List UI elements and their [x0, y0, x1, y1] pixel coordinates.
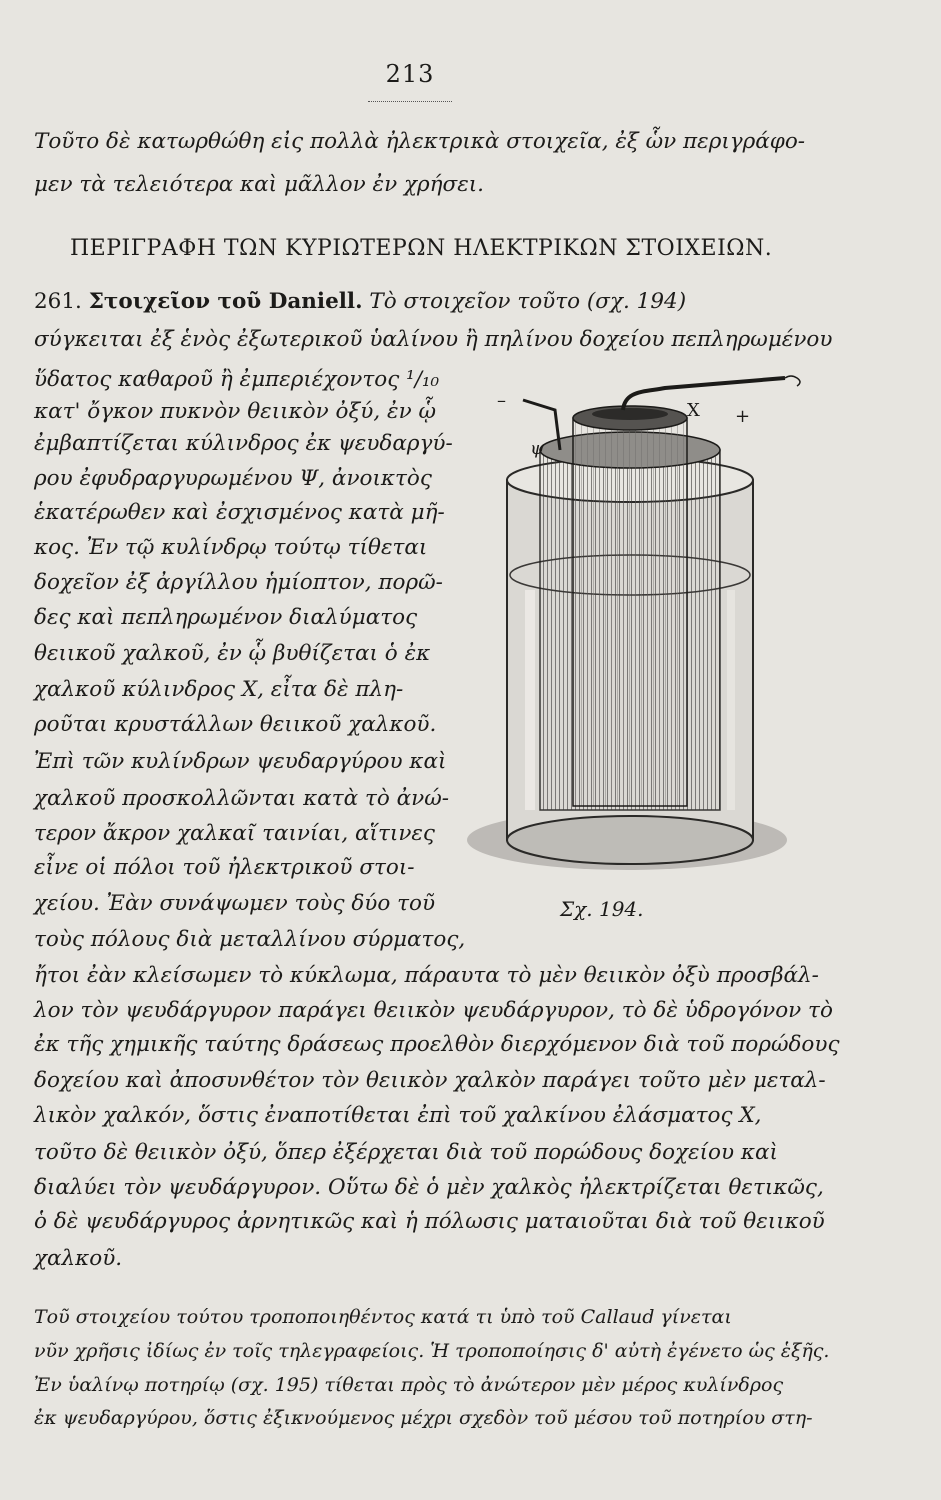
body-line: θειικοῦ χαλκοῦ, ἐν ᾧ βυθίζεται ὁ ἐκ	[34, 641, 431, 666]
body-line: εἶνε οἱ πόλοι τοῦ ἠλεκτρικοῦ στοι-	[34, 855, 415, 880]
body-line: διαλύει τὸν ψευδάργυρον. Οὕτω δὲ ὁ μὲν χαλκὸς ἠλεκτρίζεται θετικῶς,	[34, 1175, 824, 1200]
porous-pot	[573, 418, 687, 806]
body-line: ἐκ τῆς χημικῆς ταύτης δράσεως προελθὸν διερχόμενον διὰ τοῦ πορώδους	[34, 1032, 840, 1057]
intro-line: Τοῦτο δὲ κατωρθώθη εἰς πολλὰ ἠλεκτρικὰ στοιχεῖα, ἐξ ὧν περιγράφο-	[34, 129, 806, 154]
body-line: ἑκατέρωθεν καὶ ἐσχισμένος κατὰ μῆ-	[34, 500, 445, 525]
body-line: λικὸν χαλκόν, ὅστις ἐναποτίθεται ἐπὶ τοῦ χαλκίνου ἐλάσματος Χ,	[34, 1103, 762, 1128]
body-line: δες καὶ πεπληρωμένον διαλύματος	[34, 605, 418, 630]
body-line: κατ' ὄγκον πυκνὸν θειικὸν ὀξύ, ἐν ᾧ	[34, 399, 437, 424]
label-x: X	[687, 400, 700, 421]
page-number: 213	[385, 60, 435, 88]
body-line: δοχεῖον ἐξ ἀργίλλου ἡμίοπτον, πορῶ-	[34, 570, 443, 595]
glass-highlight	[727, 590, 735, 810]
body-line: σύγκειται ἐξ ἑνὸς ἐξωτερικοῦ ὑαλίνου ἢ πηλίνου δοχείου πεπληρωμένου	[34, 327, 833, 352]
body-line: δοχείου καὶ ἀποσυνθέτον τὸν θειικὸν χαλκὸν παράγει τοῦτο μὲν μεταλ-	[34, 1068, 826, 1093]
body-line: τερον ἄκρον χαλκαῖ ταινίαι, αἵτινες	[34, 821, 435, 846]
small-print-line: Ἐν ὑαλίνῳ ποτηρίῳ (σχ. 195) τίθεται πρὸς τὸ ἀνώτερον μὲν μέρος κυλίνδρος	[34, 1374, 784, 1396]
label-psi: ψ	[530, 438, 545, 459]
label-minus: –	[497, 390, 506, 411]
section-first-line-text: Τὸ στοιχεῖον τοῦτο (σχ. 194)	[369, 289, 687, 314]
body-line: ὕδατος καθαροῦ ἢ ἐμπεριέχοντος ¹/₁₀	[34, 367, 440, 392]
section-number: 261.	[34, 289, 82, 314]
figure-caption: Σχ. 194.	[560, 897, 644, 921]
body-line: ὁ δὲ ψευδάργυρος ἀρνητικῶς καὶ ἡ πόλωσις ματαιοῦται διὰ τοῦ θειικοῦ	[34, 1209, 825, 1234]
body-line: χείου. Ἐὰν συνάψωμεν τοὺς δύο τοῦ	[34, 891, 436, 916]
copper-strip	[623, 378, 785, 410]
daniell-cell-figure	[455, 370, 805, 890]
body-line: κος. Ἐν τῷ κυλίνδρῳ τούτῳ τίθεται	[34, 535, 428, 560]
body-line: τοὺς πόλους διὰ μεταλλίνου σύρματος,	[34, 927, 466, 952]
daniell-cell-illustration	[455, 370, 805, 890]
wire-coil	[785, 376, 800, 386]
body-line: λον τὸν ψευδάργυρον παράγει θειικὸν ψευδάργυρον, τὸ δὲ ὑδρογόνον τὸ	[34, 998, 833, 1023]
body-line: ρου ἐφυδραργυρωμένου Ψ, ἀνοικτὸς	[34, 466, 432, 491]
body-line: ἤτοι ἐὰν κλείσωμεν τὸ κύκλωμα, πάραυτα τὸ μὲν θειικὸν ὀξὺ προσβάλ-	[34, 963, 819, 988]
small-print-line: νῦν χρῆσις ἰδίως ἐν τοῖς τηλεγραφείοις. Ἡ τροποποίησις δ' αὐτὴ ἐγένετο ὡς ἑξῆς.	[34, 1340, 830, 1362]
intro-line: μεν τὰ τελειότερα καὶ μᾶλλον ἐν χρήσει.	[34, 172, 484, 197]
body-line: ροῦται κρυστάλλων θειικοῦ χαλκοῦ.	[34, 712, 437, 737]
copper-crystals	[592, 408, 668, 420]
body-line: χαλκοῦ.	[34, 1246, 123, 1271]
page-number-rule	[368, 101, 452, 102]
body-line: χαλκοῦ προσκολλῶνται κατὰ τὸ ἀνώ-	[34, 786, 450, 811]
section-heading: ΠΕΡΙΓΡΑΦΗ ΤΩΝ ΚΥΡΙΩΤΕΡΩΝ ΗΛΕΚΤΡΙΚΩΝ ΣΤΟΙΧΕΙΩΝ.	[70, 236, 773, 261]
body-line: χαλκοῦ κύλινδρος Χ, εἶτα δὲ πλη-	[34, 677, 404, 702]
section-title: Στοιχεῖον τοῦ Daniell.	[88, 289, 363, 314]
glass-highlight	[525, 590, 535, 810]
body-line: τοῦτο δὲ θειικὸν ὀξύ, ὅπερ ἐξέρχεται διὰ τοῦ πορώδους δοχείου καὶ	[34, 1140, 778, 1165]
section-first-line	[34, 288, 794, 316]
small-print-line: Τοῦ στοιχείου τούτου τροποποιηθέντος κατά τι ὑπὸ τοῦ Callaud γίνεται	[34, 1306, 732, 1328]
label-plus: +	[735, 406, 751, 427]
jar-bottom	[507, 816, 753, 864]
body-line: ἐμβαπτίζεται κύλινδρος ἐκ ψευδαργύ-	[34, 431, 453, 456]
small-print-line: ἐκ ψευδαργύρου, ὅστις ἐξικνούμενος μέχρι σχεδὸν τοῦ μέσου τοῦ ποτηρίου στη-	[34, 1407, 813, 1429]
body-line: Ἐπὶ τῶν κυλίνδρων ψευδαργύρου καὶ	[34, 749, 447, 774]
